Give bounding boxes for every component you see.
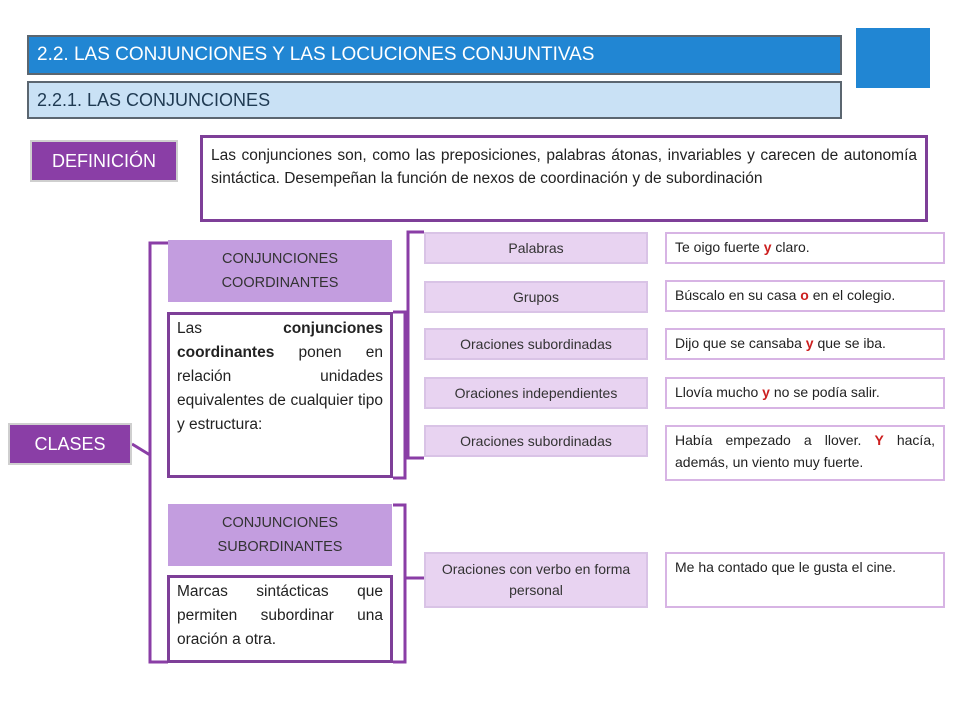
- category-box: [424, 425, 648, 457]
- example-text: Dijo que se cansaba: [675, 335, 806, 351]
- coordinantes-desc-post: ponen en relación unidades equivalentes de cualquier tipo y estructura:: [177, 344, 383, 433]
- category-label: Oraciones subordinadas: [460, 335, 612, 352]
- decorative-blue-square: [856, 28, 930, 88]
- category-box: [424, 281, 648, 313]
- coordinantes-header-line1: CONJUNCIONES: [221, 251, 338, 267]
- example-box: [665, 232, 945, 264]
- example-box: [665, 425, 945, 481]
- example-text: Búscalo en su casa: [675, 287, 801, 303]
- definicion-text: Las conjunciones son, como las preposiciones, palabras átonas, invariables y carecen de autonomía sintáctica. Desempeñan la función de nexos de coordinación y de subordinación: [200, 135, 928, 222]
- clases-bracket: [150, 243, 168, 662]
- coordinantes-bracket-right: [408, 232, 424, 458]
- category-label: Oraciones subordinadas: [460, 432, 612, 449]
- subordinantes-bracket-left: [393, 505, 405, 662]
- subordinantes-header: [168, 504, 392, 566]
- subordinantes-description: Marcas sintácticas que permiten subordinar una oración a otra.: [167, 575, 393, 663]
- example-box: [665, 328, 945, 360]
- category-box: [424, 552, 648, 608]
- example-conjunction: y: [805, 335, 814, 351]
- category-label: Oraciones independientes: [454, 384, 618, 401]
- example-text: Me ha contado que le gusta el cine.: [675, 559, 897, 575]
- example-box: [665, 552, 945, 608]
- section-title: 2.2.1. LAS CONJUNCIONES: [27, 81, 842, 119]
- example-text: claro.: [771, 239, 810, 255]
- example-box: [665, 280, 945, 312]
- coordinantes-desc-pre: Las: [177, 320, 284, 337]
- clases-label: CLASES: [8, 423, 132, 465]
- category-box: [424, 232, 648, 264]
- main-title: 2.2. LAS CONJUNCIONES Y LAS LOCUCIONES CONJUNTIVAS: [27, 35, 842, 75]
- coordinantes-desc-bold: conjunciones coordinantes: [177, 320, 383, 361]
- category-label: Palabras: [508, 239, 564, 256]
- example-text: Te oigo fuerte: [675, 239, 764, 255]
- example-text: Llovía mucho: [675, 384, 763, 400]
- example-text: Había empezado a llover.: [675, 432, 875, 448]
- example-text: que se iba.: [813, 335, 886, 351]
- subordinantes-header-line2: SUBORDINANTES: [217, 539, 343, 555]
- category-box: [424, 377, 648, 409]
- coordinantes-description: [167, 312, 393, 478]
- category-label: Oraciones con verbo en forma personal: [441, 561, 631, 598]
- clases-connector: [132, 444, 150, 455]
- coordinantes-bracket-left: [393, 312, 405, 478]
- example-conjunction: Y: [874, 432, 884, 448]
- example-box: [665, 377, 945, 409]
- subordinantes-header-line1: CONJUNCIONES: [221, 515, 338, 531]
- category-label: Grupos: [513, 288, 559, 305]
- definicion-label: DEFINICIÓN: [30, 140, 178, 182]
- category-box: [424, 328, 648, 360]
- coordinantes-header-line2: COORDINANTES: [221, 275, 339, 291]
- example-conjunction: y: [762, 384, 770, 400]
- example-text: en el colegio.: [808, 287, 896, 303]
- example-conjunction: o: [800, 287, 809, 303]
- example-text: hacía, además, un viento muy fuerte.: [675, 432, 936, 470]
- example-text: no se podía salir.: [769, 384, 880, 400]
- example-conjunction: y: [763, 239, 772, 255]
- coordinantes-header: [168, 240, 392, 302]
